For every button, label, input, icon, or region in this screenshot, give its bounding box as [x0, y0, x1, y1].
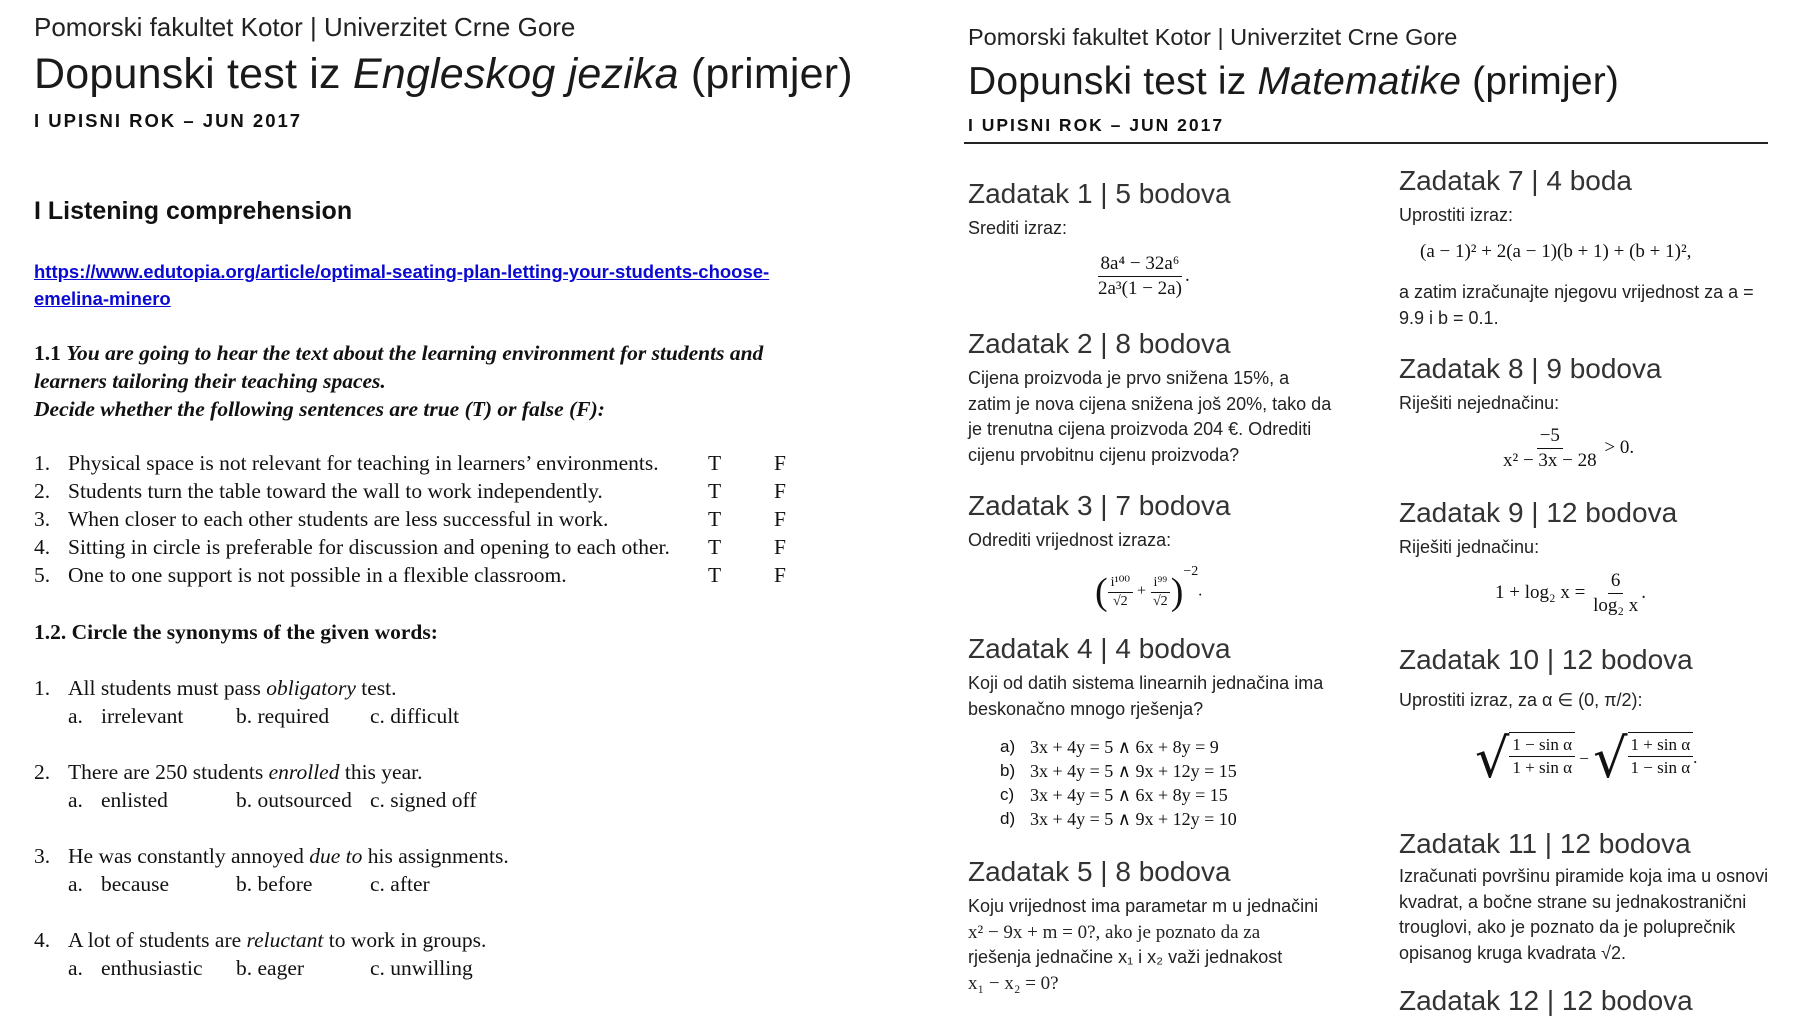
task-10-num-2: 1 + sin α — [1628, 735, 1694, 757]
task-3-num-1: i¹⁰⁰ — [1108, 574, 1133, 593]
synonym-sentence: A lot of students are reluctant to work in groups. — [68, 928, 487, 952]
false-option[interactable]: F — [774, 535, 786, 559]
task-9-lhs: 1 + log₂ x = — [1495, 581, 1586, 603]
task-5-line: x₁ − x₂ = 0? — [968, 972, 1059, 994]
task-5-text — [968, 894, 1318, 996]
tf-item-text: When closer to each other students are less successful in work. — [68, 507, 609, 531]
true-option[interactable]: T — [708, 479, 722, 503]
task-5-title: Zadatak 5 | 8 bodova — [968, 856, 1231, 887]
task-9-denominator: log₂ x — [1593, 595, 1639, 616]
task-4-line: Koji od datih sistema linearnih jednačina ima — [968, 673, 1324, 693]
false-option[interactable]: F — [774, 479, 786, 503]
right-title: Dopunski test iz Matematike (primjer) — [968, 60, 1620, 103]
option-c[interactable]: c. unwilling — [370, 956, 473, 980]
task-3-exponent: −2 — [1183, 564, 1199, 580]
task-8-text: Riješiti nejednačinu: — [1399, 393, 1560, 413]
option-a[interactable]: because — [101, 872, 170, 896]
option-a-letter: a. — [68, 956, 83, 980]
true-false-list — [34, 451, 814, 591]
task-2-title: Zadatak 2 | 8 bodova — [968, 328, 1231, 359]
question-1-1-instructions: 1.1 You are going to hear the text about the learning environment for students and learners tailoring their teaching spaces. Decide whether the following sentences are true (T) or false (F): — [34, 341, 764, 421]
task-7-line: 9.9 i b = 0.1. — [1399, 307, 1499, 328]
synonym-number: 3. — [34, 844, 51, 868]
task-11-text — [1399, 864, 1768, 966]
synonym-sentence: He was constantly annoyed due to his assignments. — [68, 844, 509, 868]
option-c[interactable]: c. after — [370, 872, 430, 896]
task-2-line: cijenu prvobitnu cijenu proizvoda? — [968, 444, 1240, 465]
tf-item-number: 5. — [34, 563, 51, 587]
task-1-denominator: 2a³(1 − 2a) — [1098, 278, 1182, 299]
option-b[interactable]: b. before — [236, 872, 313, 896]
task-9-numerator: 6 — [1608, 570, 1624, 594]
tf-item-number: 1. — [34, 451, 51, 475]
task-1-numerator: 8a⁴ − 32a⁶ — [1098, 253, 1183, 277]
synonym-sentence: All students must pass obligatory test. — [68, 676, 397, 700]
task-3-den-2: √2 — [1153, 593, 1168, 609]
task-4-text — [968, 671, 1323, 722]
task-4-line: beskonačno mnogo rješenja? — [968, 698, 1204, 719]
task-5-line: rješenja jednačine x₁ i x₂ važi jednakost — [968, 947, 1283, 967]
task-8-denominator: x² − 3x − 28 — [1503, 450, 1597, 471]
left-subtitle: I UPISNI ROK – JUN 2017 — [34, 110, 303, 131]
task-11-line: kvadrat, a bočne strane su jednakostranični — [1399, 891, 1747, 912]
option-b[interactable]: b. outsourced — [236, 788, 352, 812]
task-3-den-1: √2 — [1112, 594, 1128, 609]
task-7-text: Uprostiti izraz: — [1399, 205, 1514, 225]
task-4-title: Zadatak 4 | 4 bodova — [968, 633, 1231, 664]
task-3-expression: ( $\frac{\text{i¹⁰⁰}}{√2}$ + $\frac{\text{i⁹⁹}}{√2}$ )$^{-2}$. — [1095, 564, 1203, 613]
option-b[interactable]: b. eager — [236, 956, 305, 980]
synonym-question — [34, 676, 734, 760]
tf-item — [34, 479, 814, 507]
option-c[interactable]: c. difficult — [370, 704, 460, 728]
task-2-line: je trenutna cijena proizvoda 204 €. Odrediti — [968, 419, 1312, 439]
false-option[interactable]: F — [774, 507, 786, 531]
option-a[interactable]: irrelevant — [101, 704, 184, 728]
false-option[interactable]: F — [774, 451, 786, 475]
synonym-number: 1. — [34, 676, 51, 700]
synonym-question — [34, 928, 734, 1012]
task-4-option-letter: b) — [1000, 761, 1016, 780]
synonyms-list — [34, 676, 734, 1012]
option-a-letter: a. — [68, 872, 83, 896]
task-8-numerator: −5 — [1537, 425, 1563, 449]
task-7-followup — [1399, 280, 1754, 331]
true-option[interactable]: T — [708, 563, 722, 587]
task-4-option-letter: c) — [1000, 785, 1015, 804]
option-c[interactable]: c. signed off — [370, 788, 477, 812]
task-10-den-2: 1 − sin α — [1630, 758, 1691, 777]
task-11-title: Zadatak 11 | 12 bodova — [1399, 828, 1691, 859]
task-2-text — [968, 366, 1331, 468]
true-option[interactable]: T — [708, 535, 722, 559]
option-a[interactable]: enlisted — [101, 788, 168, 812]
tf-item-text: One to one support is not possible in a flexible classroom. — [68, 563, 567, 587]
task-3-text: Odrediti vrijednost izraza: — [968, 530, 1172, 550]
task-7-expression: (a − 1)² + 2(a − 1)(b + 1) + (b + 1)², — [1420, 241, 1692, 262]
task-4-option-letter: d) — [1000, 809, 1016, 828]
task-3-num-2: i⁹⁹ — [1151, 575, 1171, 593]
synonym-question — [34, 760, 734, 844]
option-a-letter: a. — [68, 704, 83, 728]
tf-item-text: Students turn the table toward the wall to work independently. — [68, 479, 603, 503]
left-header: Pomorski fakultet Kotor | Univerzitet Crne Gore — [34, 12, 576, 42]
task-11-line: opisanog kruga kvadrata √2. — [1399, 942, 1627, 963]
article-link-line2[interactable]: emelina-minero — [34, 288, 171, 309]
tf-item-number: 4. — [34, 535, 51, 559]
left-title: Dopunski test iz Engleskog jezika (primjer) — [34, 50, 853, 98]
task-11-line: trouglovi, ako je poznato da je poluprečnik — [1399, 917, 1736, 937]
false-option[interactable]: F — [774, 563, 786, 587]
task-1-text: Srediti izraz: — [968, 218, 1068, 238]
task-1-title: Zadatak 1 | 5 bodova — [968, 178, 1231, 209]
tf-item-text: Physical space is not relevant for teaching in learners’ environments. — [68, 451, 659, 475]
task-10-expression: √ $\frac{\text{1 − sin α}}{\text{1 + sin α}}$ − √ $\frac{\text{1 + sin α}}{\text{1 − sin α}}$ . — [1475, 727, 1698, 790]
task-12-title: Zadatak 12 | 12 bodova — [1399, 985, 1693, 1016]
task-1-expression: $\frac{\text{8a⁴ − 32a⁶}}{\text{2a³(1 − 2a)}}$ . — [1095, 253, 1190, 300]
synonym-number: 4. — [34, 928, 51, 952]
task-7-title: Zadatak 7 | 4 boda — [1399, 165, 1632, 196]
task-4-option-letter: a) — [1000, 737, 1016, 756]
task-3-title: Zadatak 3 | 7 bodova — [968, 490, 1231, 521]
task-9-text: Riješiti jednačinu: — [1399, 537, 1540, 557]
tf-item — [34, 507, 814, 535]
task-8-tail: > 0. — [1604, 436, 1635, 458]
task-4-option-equation: 3x + 4y = 5 ∧ 6x + 8y = 9 — [1030, 737, 1219, 757]
task-2-line: Cijena proizvoda je prvo snižena 15%, a — [968, 368, 1290, 388]
task-4-option-equation: 3x + 4y = 5 ∧ 9x + 12y = 15 — [1030, 761, 1237, 781]
article-link[interactable] — [34, 258, 769, 312]
task-5-line: Koju vrijednost ima parametar m u jednačini — [968, 896, 1319, 916]
tf-item-text: Sitting in circle is preferable for discussion and opening to each other. — [68, 535, 670, 559]
tf-item-number: 2. — [34, 479, 51, 503]
tf-item — [34, 451, 814, 479]
right-header: Pomorski fakultet Kotor | Univerzitet Crne Gore — [968, 24, 1458, 50]
header-divider — [964, 142, 1768, 144]
task-9-expression: 1 + log₂ x = $\frac{6}{\text{log₂ x}}$ . — [1495, 570, 1646, 616]
tf-item — [34, 535, 814, 563]
task-10-num-1: 1 − sin α — [1509, 735, 1575, 757]
task-7-line: a zatim izračunajte njegovu vrijednost za a = — [1399, 282, 1754, 302]
task-10-text: Uprostiti izraz, za α ∈ (0, π/2): — [1399, 690, 1643, 710]
task-5-line: x² − 9x + m = 0?, ako je poznato da za — [968, 921, 1261, 943]
option-a-letter: a. — [68, 788, 83, 812]
option-a[interactable]: enthusiastic — [101, 956, 203, 980]
right-subtitle: I UPISNI ROK – JUN 2017 — [968, 115, 1225, 135]
question-1-2-title: 1.2. Circle the synonyms of the given words: — [34, 620, 438, 644]
tf-item-number: 3. — [34, 507, 51, 531]
task-10-den-1: 1 + sin α — [1512, 758, 1573, 777]
task-2-line: zatim je nova cijena snižena još 20%, tako da — [968, 393, 1332, 414]
synonym-question — [34, 844, 734, 928]
article-link-line1[interactable]: https://www.edutopia.org/article/optimal-seating-plan-letting-your-students-choose- — [34, 261, 770, 282]
task-10-title: Zadatak 10 | 12 bodova — [1399, 644, 1693, 675]
option-b[interactable]: b. required — [236, 704, 330, 728]
task-9-title: Zadatak 9 | 12 bodova — [1399, 497, 1678, 528]
task-4-option-equation: 3x + 4y = 5 ∧ 6x + 8y = 15 — [1030, 785, 1228, 805]
synonym-sentence: There are 250 students enrolled this year. — [68, 760, 423, 784]
true-option[interactable]: T — [708, 451, 722, 475]
section-listening-title: I Listening comprehension — [34, 197, 353, 225]
true-option[interactable]: T — [708, 507, 722, 531]
tf-item — [34, 563, 814, 591]
task-8-expression — [1500, 425, 1634, 472]
task-11-line: Izračunati površinu piramide koja ima u osnovi — [1399, 866, 1769, 886]
task-4-option-equation: 3x + 4y = 5 ∧ 9x + 12y = 10 — [1030, 809, 1237, 829]
synonym-number: 2. — [34, 760, 51, 784]
task-8-title: Zadatak 8 | 9 bodova — [1399, 353, 1662, 384]
